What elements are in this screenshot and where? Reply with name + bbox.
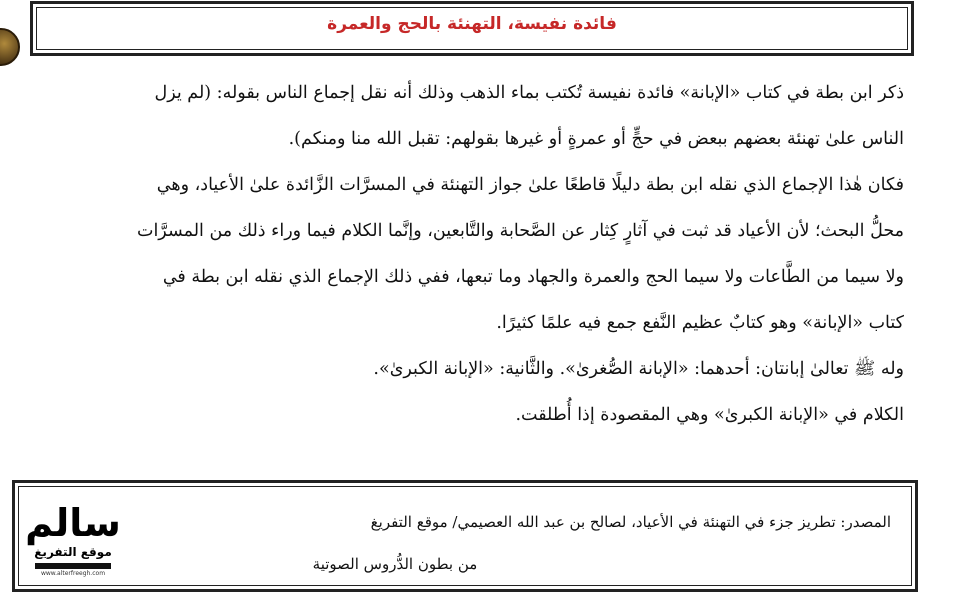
text-line: فكان هٰذا الإجماع الذي نقله ابن بطة دليلًا قاطعًا علىٰ جواز التهنئة في المسرَّات الزَّائدة علىٰ الأعياد، وهي (156, 175, 904, 195)
site-logo (25, 497, 121, 581)
text-line: ذكر ابن بطة في كتاب «الإبانة» فائدة نفيسة تُكتب بماء الذهب وذلك أنه نقل إجماع الناس بقوله: (لم يزل (154, 83, 904, 103)
source-subtitle: من بطون الدُّروس الصوتية (312, 555, 478, 573)
logo-bar (35, 563, 111, 569)
logo-subtitle: موقع التفريغ (34, 545, 112, 559)
text-line: محلُّ البحث؛ لأن الأعياد قد ثبت في آثارٍ كِثار عن الصَّحابة والتَّابعين، وإنَّما الكلام فيما وراء ذلك من المسرَّات (136, 221, 904, 241)
source-box (12, 480, 918, 592)
page-title: فائدة نفيسة، التهنئة بالحج والعمرة (327, 14, 617, 34)
source-citation: المصدر: تطريز جزء في التهنئة في الأعياد، لصالح بن عبد الله العصيمي/ موقع التفريغ (370, 513, 891, 531)
text-line: كتاب «الإبانة» وهو كتابٌ عظيم النَّفع جمع فيه علمًا كثيرًا. (496, 313, 904, 333)
logo-url: www.alterfreegh.com (40, 570, 106, 577)
logo-name: سالم (25, 501, 121, 545)
text-line: الناس علىٰ تهنئة بعضهم ببعض في حجٍّ أو عمرةٍ أو غيرها بقولهم: تقبل الله منا ومنكم). (288, 129, 904, 149)
decorative-ornament-icon (0, 28, 20, 66)
text-line: الكلام في «الإبانة الكبرىٰ» وهي المقصودة إذا أُطلقت. (515, 405, 904, 425)
text-line: وله ﷺ تعالىٰ إبانتان: أحدهما: «الإبانة الصُّغرىٰ». والثَّانية: «الإبانة الكبرىٰ». (373, 359, 904, 379)
article-body (24, 70, 904, 438)
text-line: ولا سيما من الطَّاعات ولا سيما الحج والعمرة والجهاد وما تبعها، ففي ذلك الإجماع الذي نقله ابن بطة في (162, 267, 904, 287)
title-banner (30, 1, 914, 56)
